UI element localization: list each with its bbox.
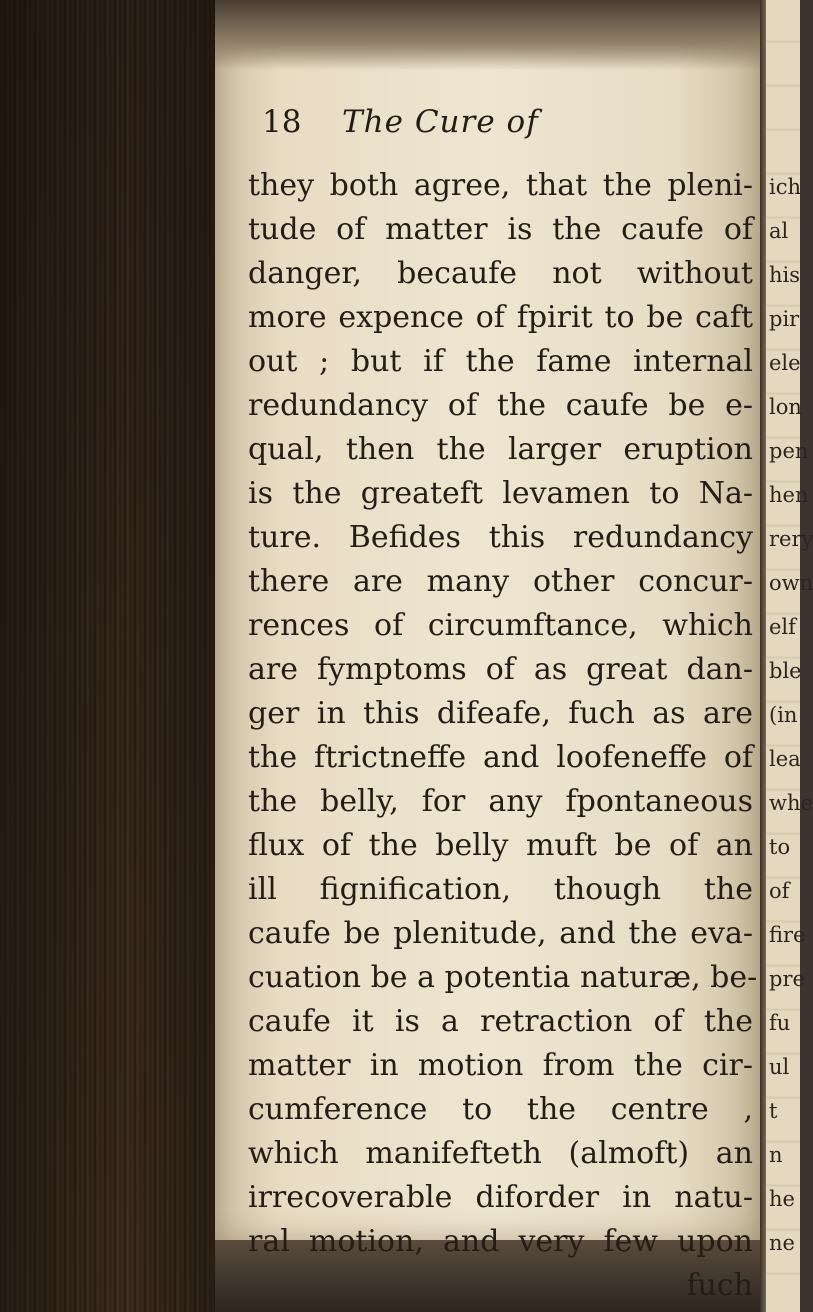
facing-page-fragment: pre xyxy=(769,967,805,991)
text-line: is the greateft levamen to Na- xyxy=(248,476,753,511)
facing-page-fragment: al xyxy=(769,219,789,243)
text-line: fuch xyxy=(686,1268,753,1303)
text-line: the ftrictneffe and loofeneffe of xyxy=(248,740,753,775)
facing-page-strip xyxy=(760,0,813,1312)
text-line: irrecoverable diforder in natu- xyxy=(248,1180,753,1215)
facing-page-fragment: his xyxy=(769,263,801,287)
facing-page-fragment: rery xyxy=(769,527,813,551)
text-line: cumference to the centre , xyxy=(248,1092,753,1127)
facing-page-fragment: whe xyxy=(769,791,813,815)
text-line: are fymptoms of as great dan- xyxy=(248,652,753,687)
facing-page-fragment: of xyxy=(769,879,790,903)
page-number: 18 xyxy=(262,104,302,140)
text-line: redundancy of the caufe be e- xyxy=(248,388,753,423)
text-line: rences of circumftance, which xyxy=(248,608,753,643)
text-line: more expence of fpirit to be caft xyxy=(248,300,753,335)
text-line: they both agree, that the pleni- xyxy=(248,168,753,203)
text-line: out ; but if the fame internal xyxy=(248,344,753,379)
text-line: tude of matter is the caufe of xyxy=(248,212,753,247)
text-line: flux of the belly muft be of an xyxy=(248,828,753,863)
facing-page-fragment: t xyxy=(769,1099,778,1123)
facing-page-fragment: ele xyxy=(769,351,801,375)
facing-page-fragment: fire xyxy=(769,923,806,947)
facing-page-fragment: n xyxy=(769,1143,783,1167)
text-line: caufe it is a retraction of the xyxy=(248,1004,753,1039)
text-line: ture. Befides this redundancy xyxy=(248,520,753,555)
facing-page-fragment: pen xyxy=(769,439,809,463)
facing-page-fragment: ne xyxy=(769,1231,795,1255)
body-text xyxy=(248,164,758,1308)
book-edge-left xyxy=(0,0,215,1312)
text-line: cuation be a potentia naturæ, be- xyxy=(248,960,758,995)
facing-page-fragment: (in xyxy=(769,703,798,727)
facing-page-fragment: hen xyxy=(769,483,809,507)
book-gutter xyxy=(760,0,766,1312)
facing-page-fragment: own xyxy=(769,571,813,595)
running-head: The Cure of xyxy=(342,104,539,140)
text-line: there are many other concur- xyxy=(248,564,753,599)
text-line: matter in motion from the cir- xyxy=(248,1048,753,1083)
facing-page-fragment: pir xyxy=(769,307,800,331)
text-line: which manifefteth (almoft) an xyxy=(248,1136,753,1171)
facing-page-fragment: ble xyxy=(769,659,802,683)
facing-page-fragment: elf xyxy=(769,615,796,639)
text-line: ger in this difeafe, fuch as are xyxy=(248,696,753,731)
facing-page-fragment: fu xyxy=(769,1011,791,1035)
facing-page-fragment: lon xyxy=(769,395,802,419)
facing-page-fragment: to xyxy=(769,835,791,859)
facing-page-fragment: he xyxy=(769,1187,795,1211)
top-shadow xyxy=(215,0,760,70)
text-line: danger, becaufe not without xyxy=(248,256,753,291)
facing-page-fragment: lea xyxy=(769,747,801,771)
facing-page-fragment: ul xyxy=(769,1055,790,1079)
text-line: the belly, for any fpontaneous xyxy=(248,784,753,819)
text-line: ill fignification, though the xyxy=(248,872,753,907)
text-line: caufe be plenitude, and the eva- xyxy=(248,916,753,951)
facing-page-fragment: ich xyxy=(769,175,802,199)
text-line: ral motion, and very few upon xyxy=(248,1224,753,1259)
text-line: qual, then the larger eruption xyxy=(248,432,753,467)
page-header xyxy=(262,104,742,156)
